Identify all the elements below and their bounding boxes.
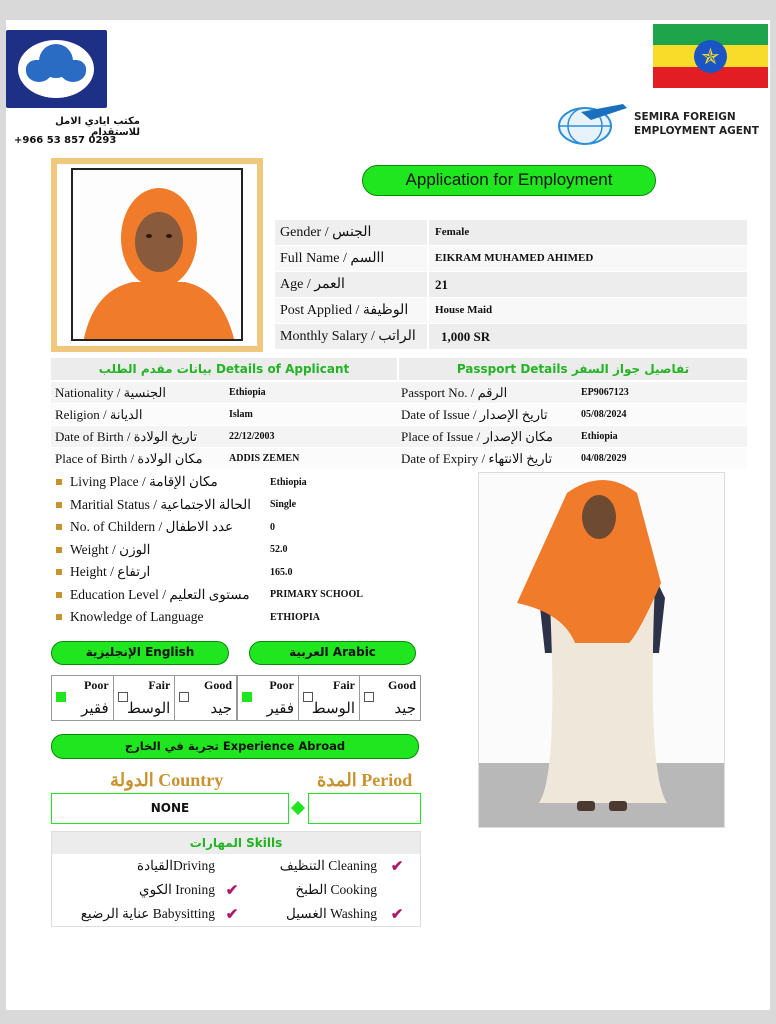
language-label: Knowledge of Language [70, 609, 204, 625]
country-header: الدولة Country [110, 770, 224, 790]
details-row [51, 426, 747, 447]
skills-row [52, 854, 420, 878]
issue-place-label: Place of Issue / مكان الإصدار [401, 429, 553, 444]
english-poor-cell [52, 676, 114, 720]
issue-date-label: Date of Issue / تاريخ الإصدار [401, 407, 548, 422]
agency-logo [6, 30, 107, 108]
arabic-fair-cell [299, 676, 360, 720]
issue-date-value: 05/08/2024 [581, 409, 627, 420]
list-item [51, 471, 421, 494]
skills-row [52, 878, 420, 902]
cleaning-check-icon: ✔ [390, 858, 404, 875]
full-name-label: Full Name / االسم [275, 246, 427, 271]
details-row [51, 448, 747, 469]
list-item [51, 539, 421, 562]
age-value: 21 [429, 272, 747, 297]
personal-details-list [51, 471, 421, 629]
skills-table [51, 831, 421, 927]
english-poor-checkbox[interactable] [56, 692, 66, 702]
expiry-date-value: 04/08/2029 [581, 453, 627, 464]
level-en: Poor [269, 678, 294, 692]
skills-row [52, 902, 420, 926]
bullet-icon [56, 592, 62, 598]
cooking-label: الطبخ Cooking [295, 882, 377, 897]
applicant-details-header: بيانات مقدم الطلب Details of Applicant [51, 358, 397, 380]
level-ar: جيد [394, 701, 416, 717]
page-title: Application for Employment [362, 165, 656, 196]
list-item [51, 561, 421, 584]
religion-value: Islam [229, 409, 253, 420]
birth-date-value: 22/12/2003 [229, 431, 275, 442]
applicant-full-body-photo [478, 472, 725, 828]
application-sheet [6, 20, 770, 1010]
semira-globe-plane-logo [551, 98, 631, 148]
level-ar: فقير [81, 701, 109, 717]
period-header: المدة Period [317, 770, 413, 790]
birth-place-label: Place of Birth / مكان الولادة [55, 451, 203, 466]
arabic-poor-cell [238, 676, 299, 720]
cleaning-label: التنظيف Cleaning [279, 858, 377, 873]
agency-name-arabic: مكتب ايادي الامل للاستقدام [55, 116, 140, 138]
details-row [51, 404, 747, 425]
language-value: ETHIOPIA [270, 611, 321, 623]
bullet-icon [56, 569, 62, 575]
education-value: PRIMARY SCHOOL [270, 589, 363, 601]
level-en: Poor [84, 678, 109, 692]
religion-label: Religion / الديانة [55, 407, 143, 422]
arabic-level-grid [237, 675, 421, 721]
expiry-date-label: Date of Expiry / تاريخ الانتهاء [401, 451, 553, 466]
age-row [275, 272, 747, 297]
passport-details-header: Passport Details تفاصيل جواز السفر [399, 358, 747, 380]
full-name-value: EIKRAM MUHAMED AHIMED [429, 246, 747, 271]
star-emblem-icon: ✯ [694, 40, 727, 73]
summary-table [275, 220, 747, 350]
english-language-pill: الإنجليزية English [51, 641, 229, 665]
level-ar: الوسط [127, 701, 171, 717]
full-name-row [275, 246, 747, 271]
birth-place-value: ADDIS ZEMEN [229, 453, 300, 464]
applicant-portrait-frame [51, 158, 263, 352]
marital-status-value: Single [270, 499, 297, 511]
height-value: 165.0 [270, 566, 293, 578]
level-en: Good [387, 678, 416, 692]
salary-row [275, 324, 747, 349]
bullet-icon [56, 502, 62, 508]
issue-place-value: Ethiopia [581, 431, 618, 442]
arabic-good-cell [360, 676, 420, 720]
level-ar: الوسط [311, 701, 355, 717]
experience-abroad-pill: تجربة في الخارج Experience Abroad [51, 734, 419, 759]
gender-value: Female [429, 220, 747, 245]
salary-value: 1,000 SR [429, 324, 747, 349]
nationality-value: Ethiopia [229, 387, 266, 398]
children-label: No. of Childern / عدد الاطفال [70, 519, 234, 535]
weight-label: Weight / الوزن [70, 541, 151, 557]
english-level-grid [51, 675, 237, 721]
post-applied-row [275, 298, 747, 323]
education-label: Education Level / مستوى التعليم [70, 586, 250, 602]
level-en: Good [204, 678, 233, 692]
marital-status-label: Maritial Status / الحالة الاجتماعية [70, 496, 251, 512]
height-label: Height / ارتفاع [70, 564, 151, 580]
details-table [51, 382, 747, 470]
level-ar: جيد [210, 701, 233, 717]
children-value: 0 [270, 521, 275, 533]
partner-agency-name: SEMIRA FOREIGN EMPLOYMENT AGENT [634, 111, 759, 137]
globe-icon [39, 44, 73, 78]
skills-header: المهارات Skills [52, 832, 420, 854]
list-item [51, 606, 421, 629]
details-row [51, 382, 747, 403]
arabic-language-pill: العربية Arabic [249, 641, 416, 665]
babysitting-label: عناية الرضيع Babysitting [80, 906, 215, 921]
birth-date-label: Date of Birth / تاريخ الولادة [55, 429, 198, 444]
post-applied-label: Post Applied / الوظيفة [275, 298, 427, 323]
washing-check-icon: ✔ [390, 906, 404, 923]
arabic-poor-checkbox[interactable] [242, 692, 252, 702]
salary-label: Monthly Salary / الراتب [275, 324, 427, 349]
weight-value: 52.0 [270, 544, 288, 556]
level-en: Fair [148, 678, 171, 692]
list-item [51, 516, 421, 539]
level-en: Fair [333, 678, 355, 692]
ethiopia-flag [653, 24, 768, 88]
driving-label: القيادةDriving [137, 858, 215, 873]
period-field [308, 793, 421, 824]
babysitting-check-icon: ✔ [225, 906, 239, 923]
applicant-portrait [71, 168, 243, 341]
living-place-value: Ethiopia [270, 476, 307, 488]
nationality-label: Nationality / الجنسية [55, 385, 166, 400]
bullet-icon [56, 614, 62, 620]
english-good-cell [175, 676, 236, 720]
diamond-icon [291, 801, 305, 815]
post-applied-value: House Maid [429, 298, 747, 323]
gender-row [275, 220, 747, 245]
agency-phone: +966 53 857 0293 [14, 135, 117, 146]
bullet-icon [56, 524, 62, 530]
gender-label: Gender / الجنس [275, 220, 427, 245]
ironing-check-icon: ✔ [225, 882, 239, 899]
bullet-icon [56, 547, 62, 553]
passport-no-value: EP9067123 [581, 387, 629, 398]
list-item [51, 584, 421, 607]
list-item [51, 494, 421, 517]
living-place-label: Living Place / مكان الإقامة [70, 474, 218, 490]
country-field: NONE [51, 793, 289, 824]
bullet-icon [56, 479, 62, 485]
ironing-label: الكوي Ironing [139, 882, 215, 897]
level-ar: فقير [266, 701, 294, 717]
passport-no-label: Passport No. / الرقم [401, 385, 508, 400]
english-fair-cell [114, 676, 176, 720]
age-label: Age / العمر [275, 272, 427, 297]
washing-label: الغسيل Washing [285, 906, 377, 921]
english-good-checkbox[interactable] [179, 692, 189, 702]
arabic-good-checkbox[interactable] [364, 692, 374, 702]
